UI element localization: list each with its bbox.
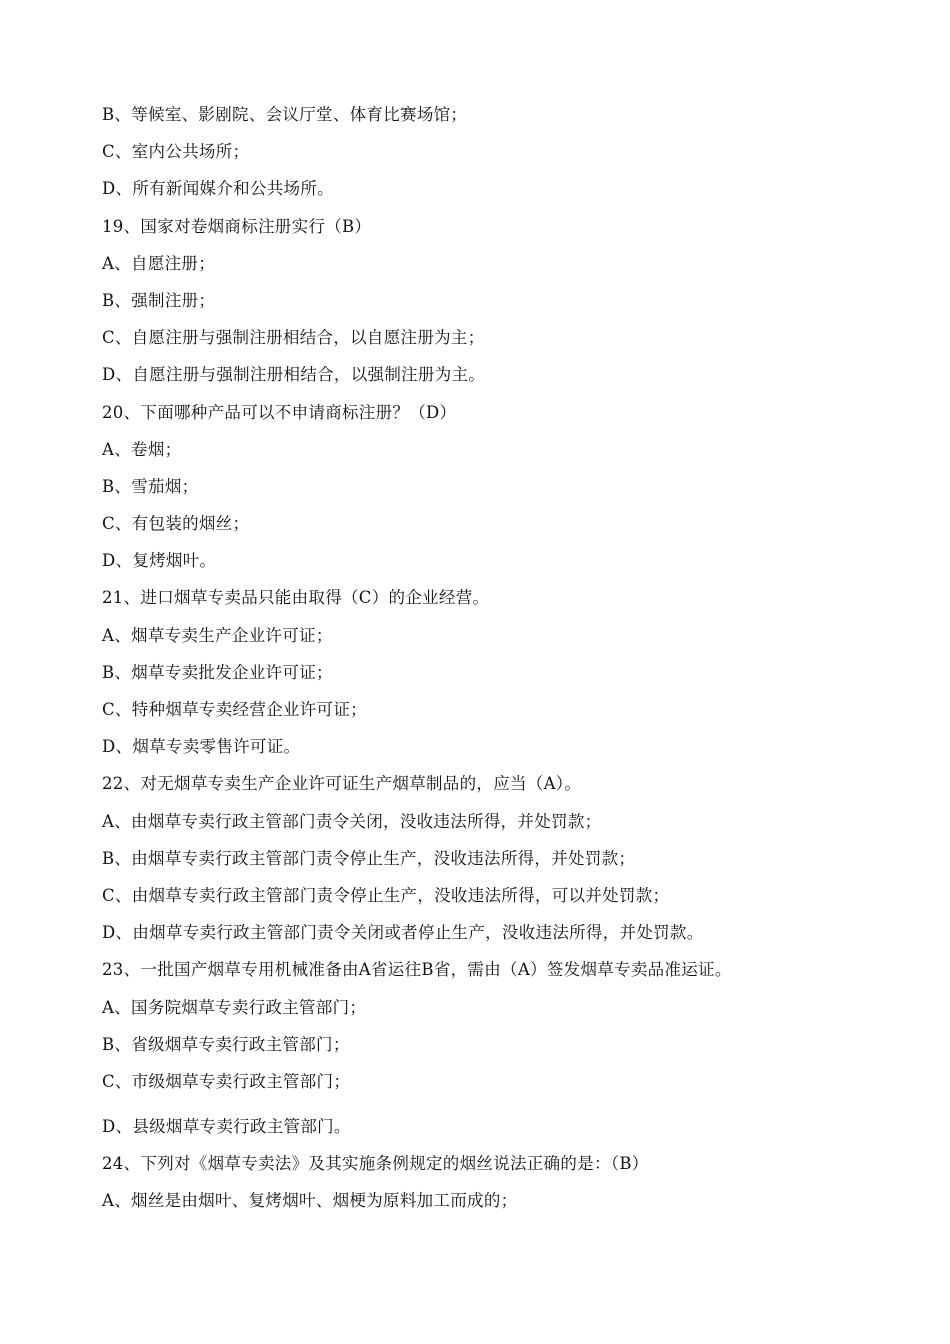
question-line: 19、国家对卷烟商标注册实行（B） xyxy=(102,216,372,236)
text-line: D、烟草专卖零售许可证。 xyxy=(102,737,301,757)
text-line: B、省级烟草专卖行政主管部门； xyxy=(102,1034,350,1054)
text-line: D、复烤烟叶。 xyxy=(102,551,217,571)
text-line: C、市级烟草专卖行政主管部门； xyxy=(102,1071,351,1091)
text-line: A、卷烟； xyxy=(102,439,182,459)
text-line: D、所有新闻媒介和公共场所。 xyxy=(102,179,334,199)
text-line: D、由烟草专卖行政主管部门责令关闭或者停止生产，没收违法所得，并处罚款。 xyxy=(102,923,704,943)
text-line: B、雪茄烟； xyxy=(102,476,199,496)
text-line: C、由烟草专卖行政主管部门责令停止生产，没收违法所得，可以并处罚款； xyxy=(102,885,670,905)
text-line: C、有包装的烟丝； xyxy=(102,514,250,534)
text-line: B、强制注册； xyxy=(102,290,216,310)
text-line: D、自愿注册与强制注册相结合，以强制注册为主。 xyxy=(102,365,486,385)
text-line: A、烟丝是由烟叶、复烤烟叶、烟梗为原料加工而成的； xyxy=(102,1191,518,1211)
text-line: C、自愿注册与强制注册相结合，以自愿注册为主； xyxy=(102,328,485,348)
text-line: C、特种烟草专卖经营企业许可证； xyxy=(102,700,367,719)
text-line: A、烟草专卖生产企业许可证； xyxy=(102,625,333,645)
text-line: C、室内公共场所； xyxy=(102,142,250,162)
question-line: 23、一批国产烟草专用机械准备由A省运往B省，需由（A）签发烟草专卖品准运证。 xyxy=(102,960,732,980)
text-line: D、县级烟草专卖行政主管部门。 xyxy=(102,1117,351,1137)
document-body xyxy=(102,100,922,1224)
question-line: 20、下面哪种产品可以不申请商标注册？（D） xyxy=(102,402,457,422)
text-line: A、自愿注册； xyxy=(102,253,216,273)
text-line: A、由烟草专卖行政主管部门责令关闭，没收违法所得，并处罚款； xyxy=(102,811,602,831)
question-line: 24、下列对《烟草专卖法》及其实施条例规定的烟丝说法正确的是：（B） xyxy=(102,1154,649,1174)
question-line: 21、进口烟草专卖品只能由取得（C）的企业经营。 xyxy=(102,588,490,608)
question-line: 22、对无烟草专卖生产企业许可证生产烟草制品的，应当（A）。 xyxy=(102,774,582,794)
text-line: B、等候室、影剧院、会议厅堂、体育比赛场馆； xyxy=(102,105,468,124)
text-line: A、国务院烟草专卖行政主管部门； xyxy=(102,997,367,1017)
text-line: B、由烟草专卖行政主管部门责令停止生产，没收违法所得，并处罚款； xyxy=(102,848,636,868)
text-line: B、烟草专卖批发企业许可证； xyxy=(102,662,333,682)
